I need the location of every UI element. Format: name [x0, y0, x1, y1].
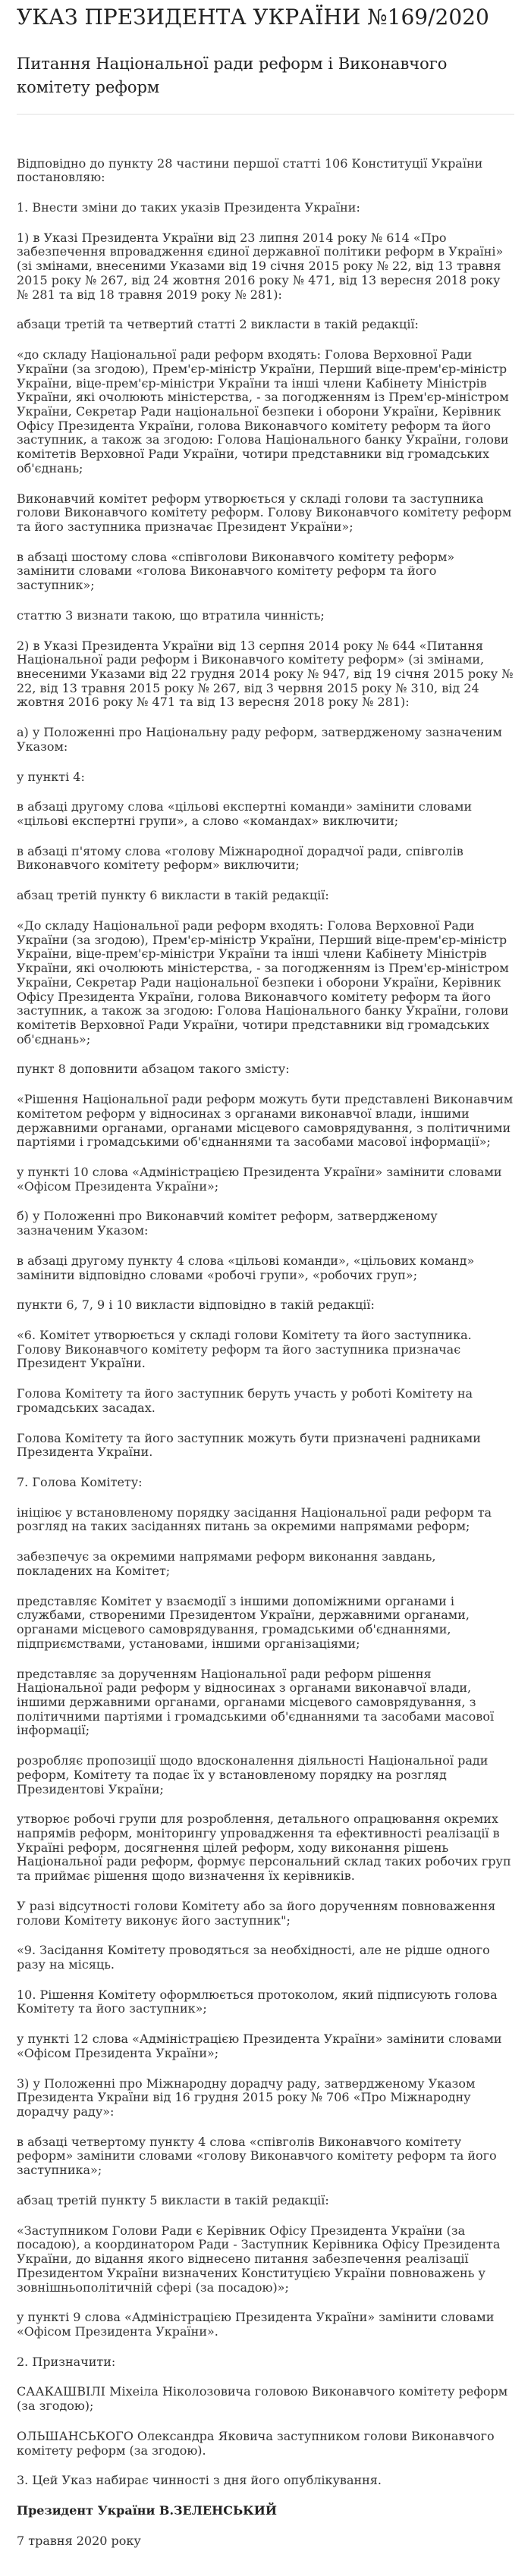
decree-body — [17, 157, 514, 2488]
decree-paragraph: в абзаці шостому слова «співголови Виконавчого комітету реформ» замінити словами «голова Виконавчого комітету реформ та його заступник»; — [17, 549, 455, 593]
decree-paragraph: у пункті 9 слова «Адміністрацією Президента України» замінити словами «Офісом Президента України». — [17, 2310, 495, 2339]
decree-paragraph: 1) в Указі Президента України від 23 липня 2014 року № 614 «Про забезпечення впровадження єдиної державної політики реформ в Україні» (зі змінами, внесеними Указами від 19 січня 2015 року № 22, від 13 травня 2015 року № 267, від 24 жовтня 2016 року № 471, від 13 вересня 2018 року № 281 та від 18 травня 2019 року № 281): — [17, 230, 504, 302]
decree-paragraph: «Заступником Голови Ради є Керівник Офісу Президента України (за посадою), а координатором Ради - Заступник Керівника Офісу Президента України, до відання якого віднесено питання забезпечення реалізації Президентом України визначених Конституцією України повноважень у зовнішньополітичній сфері (за посадою)»; — [17, 2223, 501, 2295]
decree-paragraph: 1. Внести зміни до таких указів Президента України: — [17, 200, 360, 215]
decree-paragraph: представляє за дорученням Національної ради реформ рішення Національної ради реформ у відносинах з органами виконавчої влади, іншими державними органами, органами місцевого самоврядування, з політичними партіями і громадськими об'єднаннями та засобами масової інформації; — [17, 1666, 495, 1738]
decree-paragraph: СААКАШВІЛІ Міхеіла Ніколозовича головою Виконавчого комітету реформ (за згодою); — [17, 2384, 508, 2414]
decree-paragraph: У разі відсутності голови Комітету або за його дорученням повноваження голови Комітету виконує його заступник"; — [17, 1898, 496, 1928]
decree-paragraph: «До складу Національної ради реформ входять: Голова Верховної Ради України (за згодою), Прем'єр-міністр України, Перший віце-прем'єр-міністр України, віце-прем'єр-міністри України та інші члени Кабінету Міністрів України, які очолюють міністерства, - за погодженням із Прем'єр-міністром України, Секретар Ради національної безпеки і оборони України, Керівник Офісу Президента України, голова Виконавчого комітету реформ та його заступник, а також за згодою: Голова Національного банку України, голови комітетів Верховної Ради України, чотири представники від громадських об'єднань»; — [17, 918, 509, 1046]
decree-title: УКАЗ ПРЕЗИДЕНТА УКРАЇНИ №169/2020 — [17, 5, 489, 30]
president-signature: Президент України В.ЗЕЛЕНСЬКИЙ — [17, 2502, 277, 2518]
decree-paragraph: Голова Комітету та його заступник можуть бути призначені радниками Президента України. — [17, 1430, 481, 1460]
title-divider — [17, 114, 514, 115]
decree-paragraph: в абзаці другому пункту 4 слова «цільові команди», «цільових команд» замінити відповідно словами «робочі групи», «робочих груп»; — [17, 1253, 475, 1282]
decree-paragraph: ОЛЬШАНСЬКОГО Олександра Яковича заступником голови Виконавчого комітету реформ (за згодою). — [17, 2428, 495, 2458]
decree-subtitle: Питання Національної ради реформ і Виконавчого комітету реформ — [17, 54, 448, 97]
decree-paragraph: Відповідно до пункту 28 частини першої статті 106 Конституції України постановляю: — [17, 155, 483, 185]
decree-paragraph: пункт 8 доповнити абзацом такого змісту: — [17, 1062, 290, 1077]
decree-paragraph: Виконавчий комітет реформ утворюється у складі голови та заступника голови Виконавчого комітету реформ. Голову Виконавчого комітету реформ та його заступника призначає Президент України»; — [17, 491, 512, 534]
decree-paragraph: в абзаці четвертому пункту 4 слова «співголів Виконавчого комітету реформ» замінити словами «голову Виконавчого комітету реформ та його заступника»; — [17, 2134, 497, 2178]
decree-paragraph: «9. Засідання Комітету проводяться за необхідності, але не рідше одного разу на місяць. — [17, 1943, 490, 1972]
decree-paragraph: 2. Призначити: — [17, 2354, 116, 2369]
decree-paragraph: 3) у Положенні про Міжнародну дорадчу раду, затвердженому Указом Президента України від 16 грудня 2015 року № 706 «Про Міжнародну дорадчу раду»: — [17, 2076, 476, 2119]
decree-paragraph: Голова Комітету та його заступник беруть участь у роботі Комітету на громадських засадах. — [17, 1386, 473, 1415]
decree-paragraph: абзац третій пункту 5 викласти в такій редакції: — [17, 2192, 329, 2207]
decree-paragraph: у пункті 10 слова «Адміністрацією Президента України» замінити словами «Офісом Президента України»; — [17, 1164, 502, 1194]
decree-paragraph: 7. Голова Комітету: — [17, 1475, 143, 1490]
decree-paragraph: представляє Комітет у взаємодії з іншими допоміжними органами і службами, створеними Президентом України, державними органами, органами місцевого самоврядування, громадськими об'єднаннями, підприємствами, установами, іншими організаціями; — [17, 1593, 470, 1651]
decree-paragraph: у пункті 12 слова «Адміністрацією Президента України» замінити словами «Офісом Президента України»; — [17, 2032, 502, 2060]
decree-paragraph: ініціює у встановленому порядку засідання Національної ради реформ та розгляд на таких засіданнях питань за окремими напрямами реформ; — [17, 1504, 492, 1534]
decree-paragraph: статтю 3 визнати такою, що втратила чинність; — [17, 607, 325, 623]
decree-paragraph: б) у Положенні про Виконавчий комітет реформ, затвердженому зазначеним Указом: — [17, 1209, 438, 1238]
decree-paragraph: абзац третій пункту 6 викласти в такій редакції: — [17, 888, 329, 903]
decree-paragraph: в абзаці другому слова «цільові експертні команди» замінити словами «цільові експертні групи», а слово «командах» виключити; — [17, 799, 473, 829]
decree-date: 7 травня 2020 року — [17, 2533, 141, 2548]
decree-paragraph: 10. Рішення Комітету оформлюється протоколом, який підписують голова Комітету та його заступник»; — [17, 1987, 498, 2016]
decree-paragraph: у пункті 4: — [17, 769, 85, 784]
decree-paragraph: «Рішення Національної ради реформ можуть бути представлені Виконавчим комітетом реформ у відносинах з органами виконавчої влади, іншими державними органами, органами місцевого самоврядування, з політичними партіями і громадськими об'єднаннями та засобами масової інформації»; — [17, 1092, 514, 1150]
decree-paragraph: 3. Цей Указ набирає чинності з дня його опублікування. — [17, 2473, 382, 2488]
decree-paragraph: забезпечує за окремими напрямами реформ виконання завдань, покладених на Комітет; — [17, 1549, 436, 1578]
decree-paragraph: а) у Положенні про Національну раду реформ, затвердженому зазначеним Указом: — [17, 725, 502, 754]
decree-paragraph: в абзаці п'ятому слова «голову Міжнародної дорадчої ради, співголів Виконавчого комітету реформ» виключити; — [17, 843, 463, 873]
decree-paragraph: 2) в Указі Президента України від 13 серпня 2014 року № 644 «Питання Національної ради реформ і Виконавчого комітету реформ» (зі змінами, внесеними Указами від 22 грудня 2014 року № 947, від 19 січня 2015 року № 22, від 13 травня 2015 року № 267, від 3 червня 2015 року № 310, від 24 жовтня 2016 року № 471 та від 13 вересня 2018 року № 281): — [17, 638, 514, 710]
decree-paragraph: пункти 6, 7, 9 і 10 викласти відповідно в такій редакції: — [17, 1297, 375, 1313]
decree-paragraph: «6. Комітет утворюється у складі голови Комітету та його заступника. Голову Виконавчого комітету реформ та його заступника призначає Президент України. — [17, 1328, 472, 1371]
decree-paragraph: утворює робочі групи для розроблення, детального опрацювання окремих напрямів реформ, моніторингу упровадження та ефективності реалізації в Україні реформ, досягнення цілей реформ, ходу виконання рішень Національної ради реформ, формує персональний склад таких робочих груп та приймає рішення щодо визначення їх керівників. — [17, 1812, 511, 1884]
decree-paragraph: абзаци третій та четвертий статті 2 викласти в такій редакції: — [17, 317, 419, 332]
decree-paragraph: розробляє пропозиції щодо вдосконалення діяльності Національної ради реформ, Комітету та подає їх у встановленому порядку на розгляд Президентові України; — [17, 1753, 489, 1796]
decree-paragraph: «до складу Національної ради реформ входять: Голова Верховної Ради України (за згодою), Прем'єр-міністр України, Перший віце-прем'єр-міністр України, віце-прем'єр-міністри України та інші члени Кабінету Міністрів України, які очолюють міністерства, - за погодженням із Прем'єр-міністром України, Секретар Ради національної безпеки і оборони України, Керівник Офісу Президента України, голова Виконавчого комітету реформ та його заступник, а також за згодою: Голова Національного банку України, голови комітетів Верховної Ради України, чотири представники від громадських об'єднань; — [17, 347, 509, 475]
